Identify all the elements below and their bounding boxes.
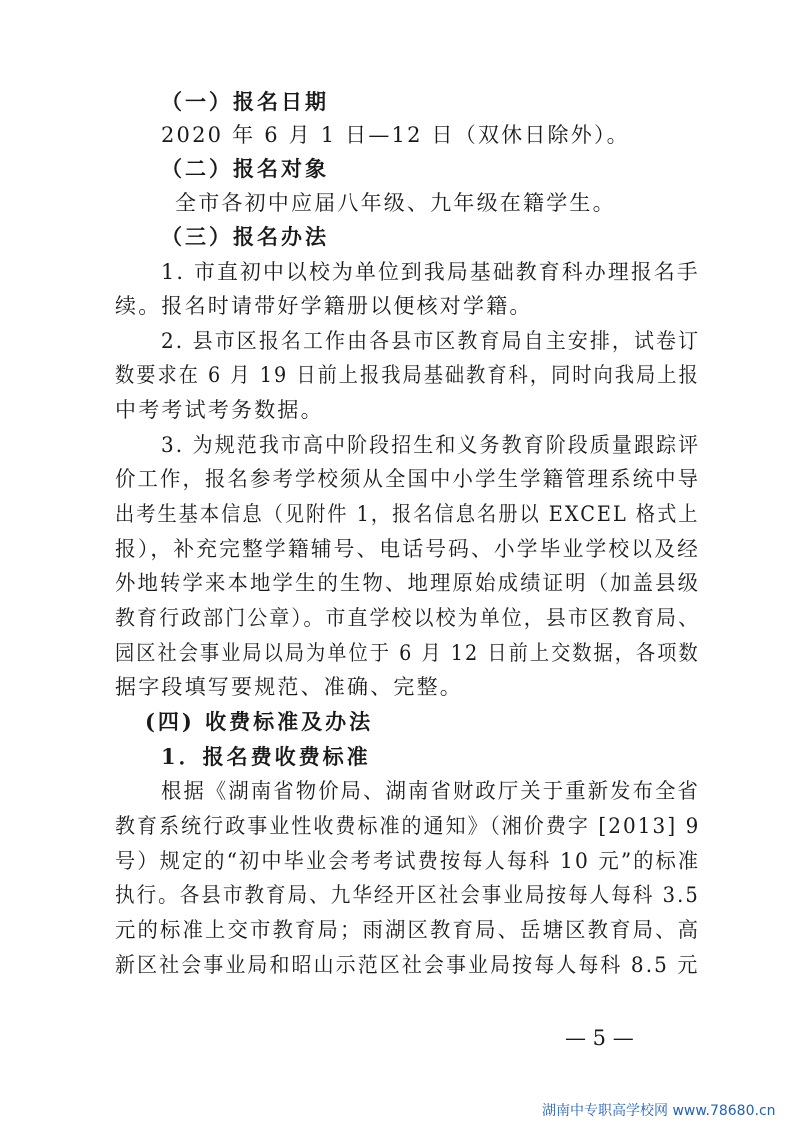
section-heading-registration-method: （三）报名办法 bbox=[161, 224, 329, 249]
paragraph-line: 出考生基本信息（见附件 1，报名信息名册以 EXCEL 格式上 bbox=[115, 502, 700, 526]
paragraph-line: 价工作，报名参考学校须从全国中小学生学籍管理系统中导 bbox=[115, 467, 701, 491]
subsection-heading-registration-fee: 1．报名费收费标准 bbox=[161, 744, 371, 769]
paragraph-line: 根据《湖南省物价局、湖南省财政厅关于重新发布全省 bbox=[161, 779, 700, 803]
paragraph-line: 据字段填写要规范、准确、完整。 bbox=[115, 675, 463, 699]
paragraph-line: 续。报名时请带好学籍册以便核对学籍。 bbox=[115, 294, 533, 318]
paragraph-line: 教育行政部门公章）。市直学校以校为单位，县市区教育局、 bbox=[115, 606, 701, 630]
site-watermark: 湖南中专职高学校网 www.78680.cn bbox=[542, 1103, 776, 1119]
paragraph-line: 2. 县市区报名工作由各县市区教育局自主安排，试卷订 bbox=[161, 329, 701, 353]
paragraph-line: 新区社会事业局和昭山示范区社会事业局按每人每科 8.5 元 bbox=[115, 953, 700, 977]
paragraph-line: 报），补充完整学籍辅号、电话号码、小学毕业学校以及经 bbox=[115, 537, 700, 561]
paragraph-line: 中考考试考务数据。 bbox=[115, 398, 324, 422]
paragraph-line: 数要求在 6 月 19 日前上报我局基础教育科，同时向我局上报 bbox=[115, 363, 700, 387]
paragraph-line: 全市各初中应届八年级、九年级在籍学生。 bbox=[175, 191, 616, 215]
page-number: — 5 — bbox=[565, 1026, 634, 1050]
section-heading-registration-date: （一）报名日期 bbox=[161, 89, 329, 114]
paragraph-line: 1. 市直初中以校为单位到我局基础教育科办理报名手 bbox=[161, 260, 700, 284]
paragraph-line: 教育系统行政事业性收费标准的通知》（湘价费字 [2013] 9 bbox=[115, 814, 701, 838]
paragraph-line: 号）规定的“初中毕业会考考试费按每人每科 10 元”的标准 bbox=[115, 849, 701, 873]
paragraph-line: 3. 为规范我市高中阶段招生和义务教育阶段质量跟踪评 bbox=[161, 433, 701, 457]
section-heading-registration-target: （二）报名对象 bbox=[161, 156, 329, 181]
section-heading-fee-standard: (四) 收费标准及办法 bbox=[145, 709, 374, 734]
paragraph-line: 外地转学来本地学生的生物、地理原始成绩证明（加盖县级 bbox=[115, 571, 701, 595]
paragraph-line: 元的标准上交市教育局；雨湖区教育局、岳塘区教育局、高 bbox=[115, 918, 701, 942]
paragraph-line: 2020 年 6 月 1 日—12 日（双休日除外）。 bbox=[161, 123, 630, 147]
paragraph-line: 执行。各县市教育局、九华经开区社会事业局按每人每科 3.5 bbox=[115, 883, 700, 907]
paragraph-line: 园区社会事业局以局为单位于 6 月 12 日前上交数据，各项数 bbox=[115, 641, 700, 665]
